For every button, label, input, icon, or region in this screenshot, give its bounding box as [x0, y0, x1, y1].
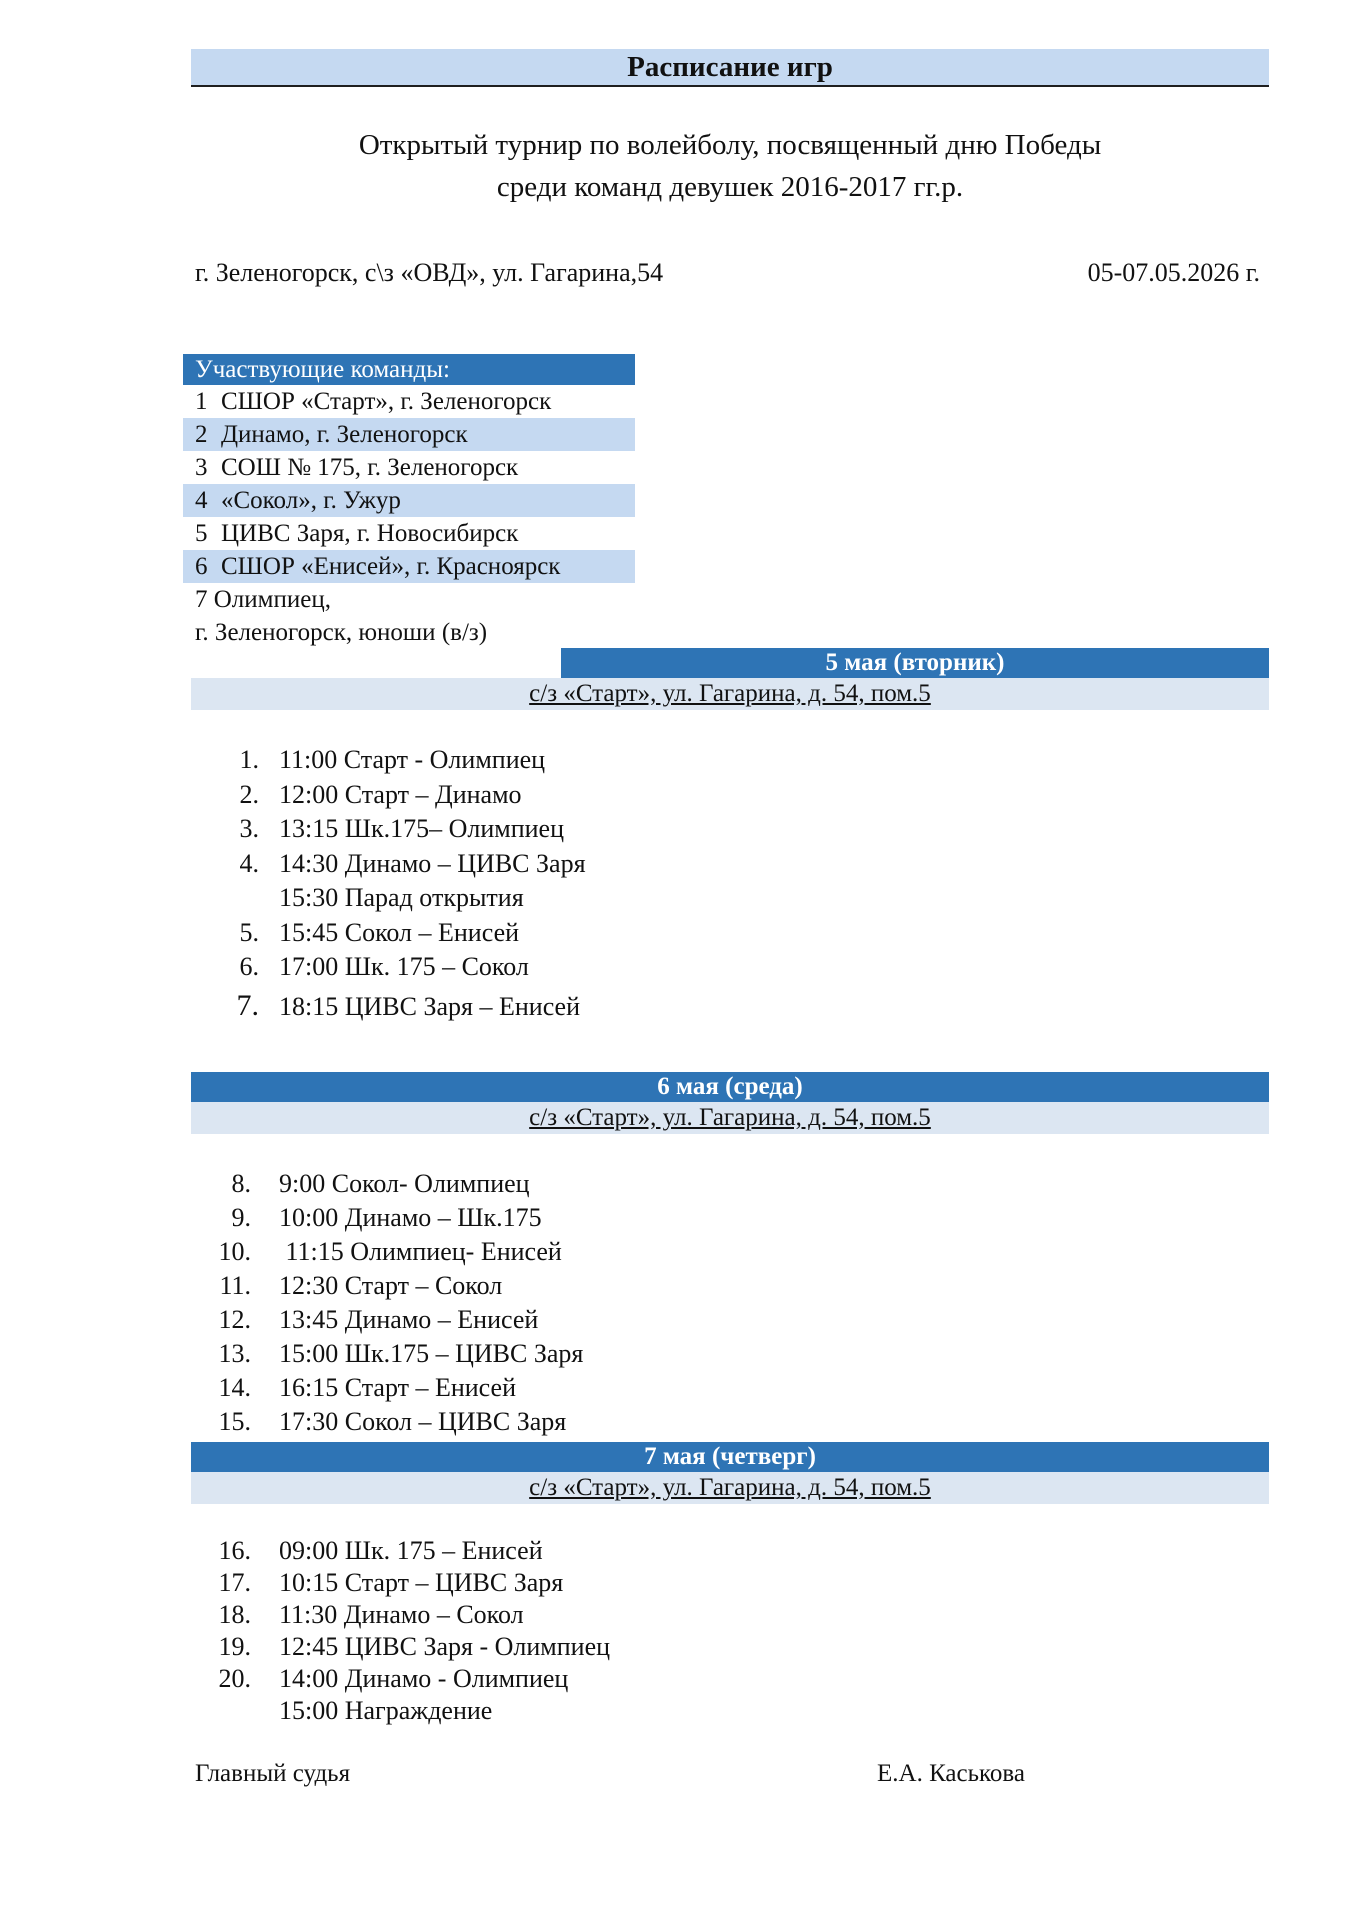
team-row: [183, 451, 635, 484]
team-number: 2: [195, 421, 208, 448]
game-text: 16:15 Старт – Енисей: [279, 1373, 516, 1402]
venue-address: г. Зеленогорск, с\з «ОВД», ул. Гагарина,54: [195, 258, 664, 287]
game-text: 11:30 Динамо – Сокол: [279, 1600, 524, 1629]
team-name: ЦИВС Заря, г. Новосибирск: [221, 520, 519, 547]
game-row: [191, 812, 586, 847]
team-row: [183, 418, 635, 451]
game-row: [191, 743, 586, 778]
game-number: 10.: [218, 1237, 251, 1266]
team-extra-line-2: г. Зеленогорск, юноши (в/з): [195, 619, 488, 646]
game-row: [191, 1695, 610, 1727]
game-text: 15:00 Шк.175 – ЦИВС Заря: [279, 1339, 584, 1368]
team-name: Динамо, г. Зеленогорск: [221, 421, 468, 448]
day-header-may-5: 5 мая (вторник): [561, 648, 1269, 678]
team-name: СШОР «Енисей», г. Красноярск: [221, 553, 561, 580]
team-row: [183, 385, 635, 418]
game-text: 18:15 ЦИВС Заря – Енисей: [279, 991, 581, 1021]
hall-address: с/з «Старт», ул. Гагарина, д. 54, пом.5: [529, 1474, 931, 1501]
game-row: [191, 1235, 583, 1269]
team-number: 1: [195, 388, 208, 415]
game-number: 11.: [219, 1271, 251, 1300]
hall-bar-day-1: [191, 678, 1269, 710]
game-text: 12:30 Старт – Сокол: [279, 1271, 503, 1300]
game-number: 12.: [218, 1305, 251, 1334]
game-number: 20.: [218, 1664, 251, 1693]
game-row: [191, 1303, 583, 1337]
team-extra-line-1: 7 Олимпиец,: [195, 586, 331, 613]
game-row: [191, 1167, 583, 1201]
game-text: 11:00 Старт - Олимпиец: [279, 745, 546, 774]
subtitle-line-1: Открытый турнир по волейболу, посвященный дню Победы: [358, 129, 1102, 161]
game-text: 9:00 Сокол- Олимпиец: [279, 1169, 530, 1198]
game-row: [191, 950, 586, 985]
team-number: 4: [195, 487, 208, 514]
game-row: [191, 1201, 583, 1235]
referee-name: Е.А. Каськова: [877, 1760, 1025, 1787]
team-number: 3: [195, 454, 208, 481]
game-row: [191, 989, 586, 1025]
day-header-may-7: 7 мая (четверг): [191, 1442, 1269, 1472]
game-number: 7.: [236, 988, 259, 1022]
game-text: 11:15 Олимпиец- Енисей: [279, 1237, 562, 1266]
game-number: 1.: [239, 745, 259, 774]
page-title-band: [191, 49, 1269, 87]
game-text: 15:45 Сокол – Енисей: [279, 917, 520, 947]
hall-address: с/з «Старт», ул. Гагарина, д. 54, пом.5: [529, 1104, 931, 1131]
page-title: Расписание игр: [627, 50, 833, 83]
game-number: 8.: [231, 1169, 251, 1198]
team-row: [183, 517, 635, 550]
referee-role: Главный судья: [195, 1760, 351, 1787]
subtitle-line-2: среди команд девушек 2016-2017 гг.р.: [496, 171, 964, 203]
game-text: 14:30 Динамо – ЦИВС Заря: [279, 848, 586, 878]
game-text: 12:00 Старт – Динамо: [279, 779, 522, 809]
game-text: 17:30 Сокол – ЦИВС Заря: [279, 1407, 567, 1436]
game-row: [191, 1269, 583, 1303]
hall-bar-day-2: [191, 1102, 1269, 1134]
hall-bar-day-3: [191, 1472, 1269, 1504]
tournament-dates: 05-07.05.2026 г.: [1087, 258, 1260, 287]
game-row: [191, 916, 586, 951]
game-row: [191, 1631, 610, 1663]
game-text: 12:45 ЦИВС Заря - Олимпиец: [279, 1632, 611, 1661]
games-day-2: [191, 1167, 583, 1439]
game-number: 19.: [218, 1632, 251, 1661]
game-text: 15:00 Награждение: [279, 1696, 493, 1725]
game-row: [191, 847, 586, 882]
game-text: 14:00 Динамо - Олимпиец: [279, 1664, 569, 1693]
game-number: 16.: [218, 1536, 251, 1565]
game-text: 10:00 Динамо – Шк.175: [279, 1203, 542, 1232]
day-header-may-6: 6 мая (среда): [191, 1072, 1269, 1102]
game-row: [191, 778, 586, 813]
game-row: [191, 1371, 583, 1405]
game-number: 15.: [218, 1407, 251, 1436]
game-text: 13:45 Динамо – Енисей: [279, 1305, 539, 1334]
game-row: [191, 881, 586, 916]
game-number: 13.: [218, 1339, 251, 1368]
game-number: 4.: [239, 848, 259, 878]
games-day-3: [191, 1535, 610, 1727]
game-text: 10:15 Старт – ЦИВС Заря: [279, 1568, 564, 1597]
team-name: СШОР «Старт», г. Зеленогорск: [221, 388, 552, 415]
game-number: 17.: [218, 1568, 251, 1597]
game-text: 09:00 Шк. 175 – Енисей: [279, 1536, 543, 1565]
tournament-subtitle: [191, 124, 1269, 208]
game-number: 9.: [231, 1203, 251, 1232]
game-number: 18.: [218, 1600, 251, 1629]
team-number: 6: [195, 553, 208, 580]
game-row: [191, 1337, 583, 1371]
hall-address: с/з «Старт», ул. Гагарина, д. 54, пом.5: [529, 680, 931, 707]
game-number: 14.: [218, 1373, 251, 1402]
team-name: «Сокол», г. Ужур: [221, 487, 401, 514]
game-text: 15:30 Парад открытия: [279, 883, 524, 912]
games-day-1: [191, 743, 586, 1024]
team-number: 5: [195, 520, 208, 547]
game-text: 13:15 Шк.175– Олимпиец: [279, 814, 564, 843]
game-number: 2.: [239, 779, 259, 809]
game-text: 17:00 Шк. 175 – Сокол: [279, 952, 529, 981]
game-row: [191, 1663, 610, 1695]
game-row: [191, 1405, 583, 1439]
teams-list: [183, 354, 635, 649]
team-row: [183, 550, 635, 583]
team-row: [183, 484, 635, 517]
game-row: [191, 1535, 610, 1567]
game-row: [191, 1567, 610, 1599]
teams-header: Участвующие команды:: [183, 354, 635, 385]
game-row: [191, 1599, 610, 1631]
game-number: 3.: [239, 814, 259, 843]
game-number: 5.: [239, 917, 259, 947]
game-number: 6.: [239, 952, 259, 981]
team-name: СОШ № 175, г. Зеленогорск: [221, 454, 519, 481]
